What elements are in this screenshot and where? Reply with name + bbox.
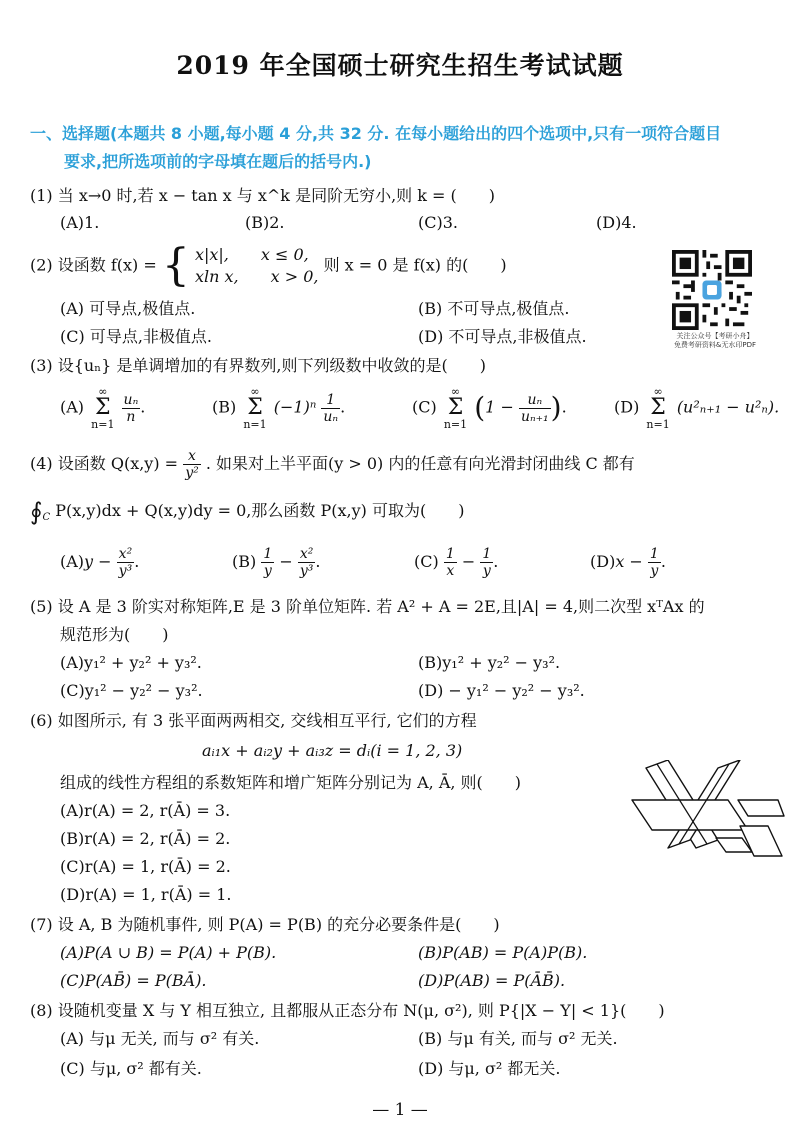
q5-option-d: (D) − y₁² − y₂² − y₃². (418, 681, 585, 700)
q3-stem: (3) 设{uₙ} 是单调增加的有界数列,则下列级数中收敛的是( ) (30, 356, 486, 375)
q5-line2: 规范形为( ) (60, 625, 169, 644)
q4-line2: $∮_C$ P(x,y)dx + Q(x,y)dy = 0,那么函数 P(x,y) 可取为( ) (30, 497, 465, 526)
q6-option-b: (B)r(A) = 2, r(Ā) = 2. (60, 829, 231, 848)
q6-option-a: (A)r(A) = 2, r(Ā) = 3. (60, 801, 231, 820)
q2-option-c: (C) 可导点,非极值点. (60, 327, 212, 346)
q3-option-d: (D) ∞ Σ n=1 (u²ₙ₊₁ − u²ₙ). (614, 385, 780, 431)
q4-option-c: (C) $\frac{1}{x}$ − $\frac{1}{y}$ . (414, 546, 499, 579)
q6-option-d: (D)r(A) = 1, r(Ā) = 1. (60, 885, 232, 904)
q4-stem: (4) 设函数 Q(x,y) = $\frac{x}{\text{y²}}$ . 如果对上半平面(y > 0) 内的任意有向光滑封闭曲线 C 都有 (30, 448, 635, 481)
q8-option-a: (A) 与μ 无关, 而与 σ² 有关. (60, 1029, 260, 1048)
q6-option-c: (C)r(A) = 1, r(Ā) = 2. (60, 857, 231, 876)
q7-option-a: (A)P(A ∪ B) = P(A) + P(B). (60, 943, 277, 962)
q8-option-b: (B) 与μ 有关, 而与 σ² 无关. (418, 1029, 618, 1048)
q6-equation: aᵢ₁x + aᵢ₂y + aᵢ₃z = dᵢ(i = 1, 2, 3) (202, 741, 463, 760)
q1-option-c: (C)3. (418, 213, 458, 232)
q5-option-b: (B)y₁² + y₂² − y₃². (418, 653, 561, 672)
q5-option-c: (C)y₁² − y₂² − y₃². (60, 681, 203, 700)
q2-cases: x|x|, x ≤ 0, xln x, x > 0, (194, 245, 319, 286)
contour-integral-icon: ∮ (30, 497, 43, 526)
qr-caption: 关注公众号【考研小舟】 免费考研资料&无水印PDF (673, 332, 757, 349)
q5-line1: (5) 设 A 是 3 阶实对称矩阵,E 是 3 阶单位矩阵. 若 A² + A = 2E,且|A| = 4,则二次型 xᵀAx 的 (30, 597, 705, 616)
page-title: 2019 年全国硕士研究生招生考试试题 (176, 51, 624, 80)
page-number: — 1 — (372, 1100, 428, 1120)
q1-option-a: (A)1. (60, 213, 100, 232)
q7-option-d: (D)P(AB) = P(ĀB̄). (418, 971, 566, 990)
q2-option-b: (B) 不可导点,极值点. (418, 299, 570, 318)
q3-option-b: (B) ∞ Σ n=1 (−1)ⁿ $\frac{1}{\text{uₙ}}$ . (212, 385, 346, 431)
q8-option-d: (D) 与μ, σ² 都无关. (418, 1059, 561, 1078)
q5-option-a: (A)y₁² + y₂² + y₃². (60, 653, 202, 672)
q1-option-b: (B)2. (245, 213, 285, 232)
q4-option-b: (B) $\frac{1}{y}$ − $\frac{\text{x²}}{\text{y³}}$ . (232, 546, 321, 579)
q8-option-c: (C) 与μ, σ² 都有关. (60, 1059, 202, 1078)
qr-code-icon (672, 250, 752, 330)
q8-stem: (8) 设随机变量 X 与 Y 相互独立, 且都服从正态分布 N(μ, σ²), 则 P{|X − Y| < 1}( ) (30, 1001, 665, 1020)
section-header (30, 120, 775, 176)
q6-line3: 组成的线性方程组的系数矩阵和增广矩阵分别记为 A, Ā, 则( ) (60, 773, 522, 792)
q1-stem: (1) 当 x→0 时,若 x − tan x 与 x^k 是同阶无穷小,则 k = ( ) (30, 186, 496, 205)
q2-option-d: (D) 不可导点,非极值点. (418, 327, 587, 346)
q3-option-c: (C) ∞ Σ n=1 (1 − $\frac{\text{uₙ}}{\text{uₙ₊₁}}$ ). (412, 385, 567, 431)
q7-option-b: (B)P(AB) = P(A)P(B). (418, 943, 588, 962)
q2-option-a: (A) 可导点,极值点. (60, 299, 196, 318)
q2-stem: (2) 设函数 f(x) = { x|x|, x ≤ 0, xln x, x > 0, 则 x = 0 是 f(x) 的( ) (30, 240, 507, 291)
q4-option-d: (D)x − $\frac{1}{y}$ . (590, 546, 666, 579)
q6-line1: (6) 如图所示, 有 3 张平面两两相交, 交线相互平行, 它们的方程 (30, 711, 477, 730)
q4-option-a: (A)y − $\frac{\text{x²}}{\text{y³}}$ . (60, 546, 140, 579)
q7-option-c: (C)P(AB̄) = P(BĀ). (60, 971, 207, 990)
three-planes-figure (628, 760, 788, 880)
q1-option-d: (D)4. (596, 213, 637, 232)
section-line-2: 要求,把所选项前的字母填在题后的括号内.) (64, 152, 372, 171)
section-line-1: 一、选择题(本题共 8 小题,每小题 4 分,共 32 分. 在每小题给出的四个选项中,只有一项符合题目 (30, 124, 722, 143)
q3-option-a: (A) ∞ Σ n=1 $\frac{\text{uₙ}}{n}$ . (60, 385, 146, 431)
q7-stem: (7) 设 A, B 为随机事件, 则 P(A) = P(B) 的充分必要条件是( ) (30, 915, 500, 934)
